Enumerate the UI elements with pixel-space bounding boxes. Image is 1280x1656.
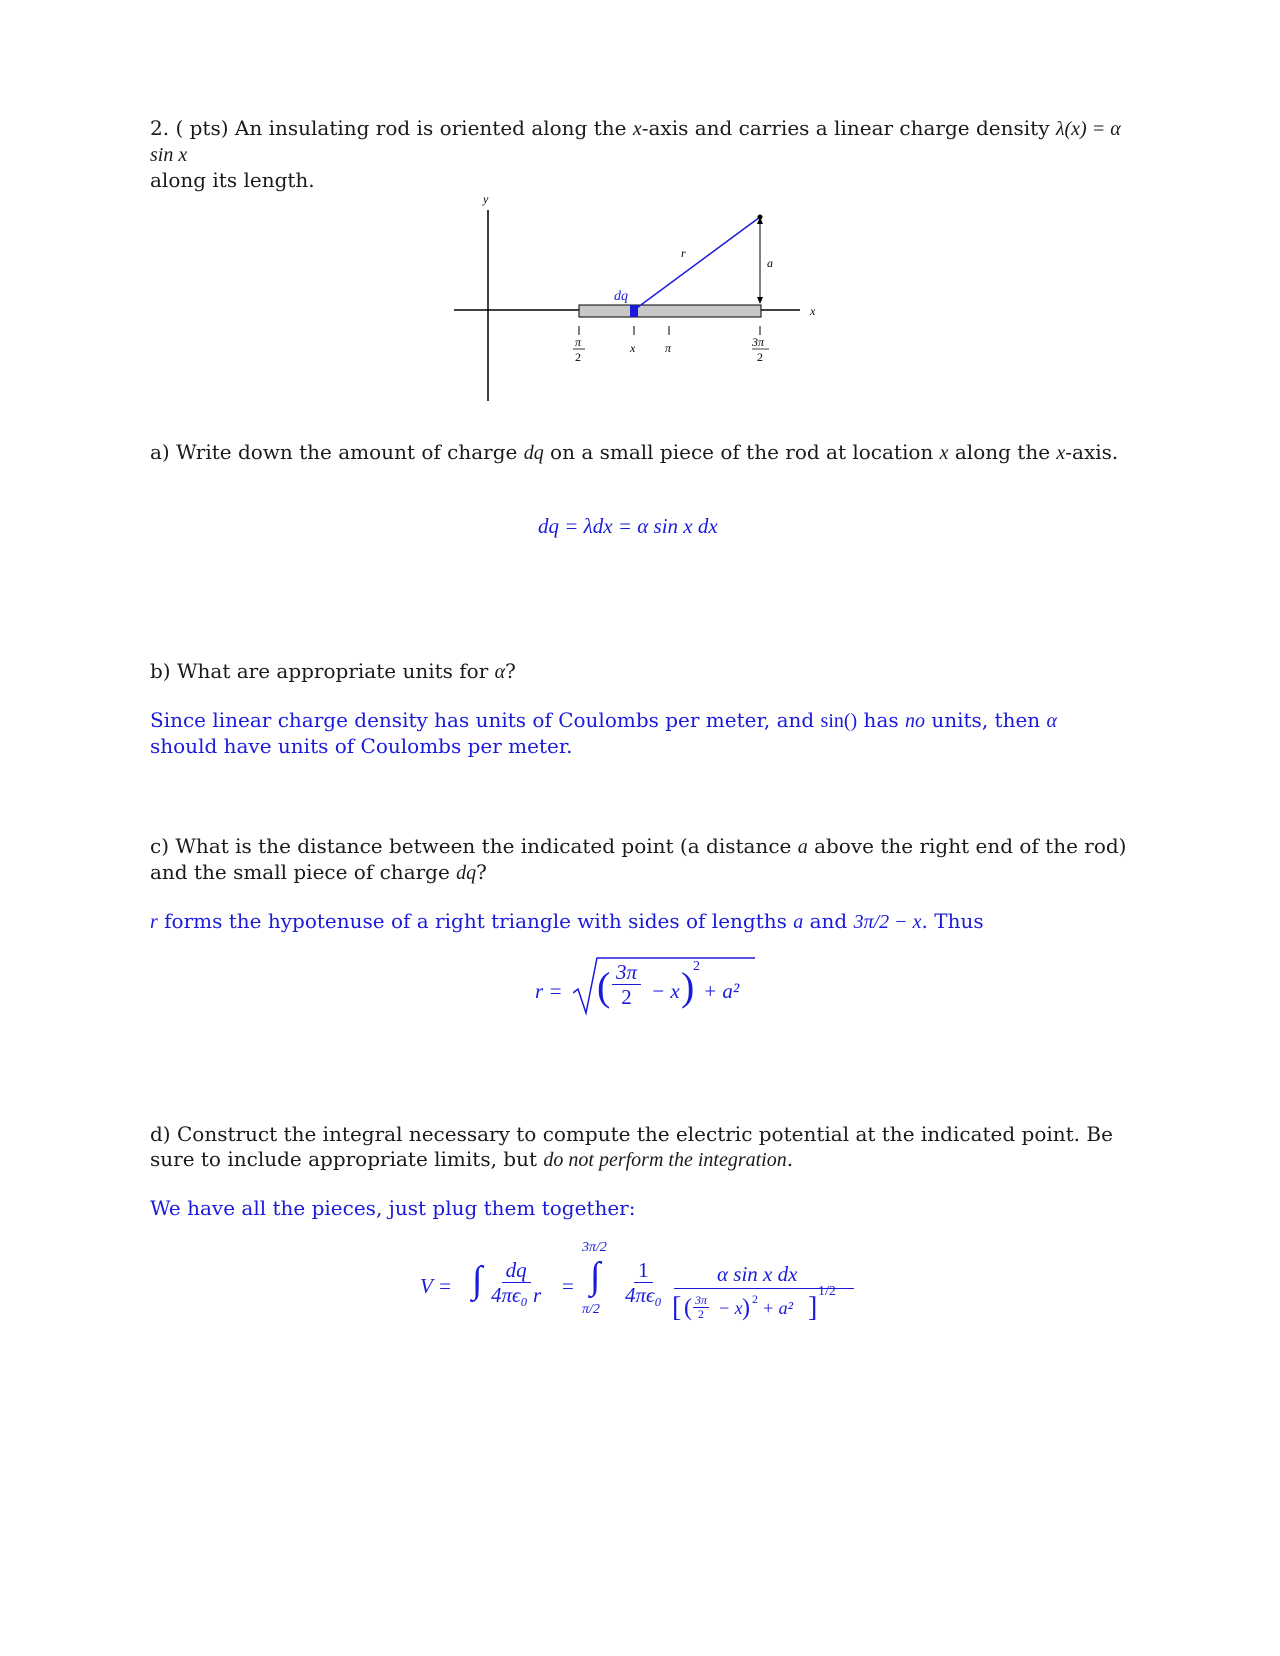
answer-text: units, then xyxy=(925,708,1047,732)
part-d-question xyxy=(150,1122,1130,1173)
answer-text: . Thus xyxy=(921,909,984,933)
answer-text: Since linear charge density has units of Coulombs per meter, and xyxy=(150,708,821,732)
part-label: a) xyxy=(150,440,170,464)
eq-lhs: r = xyxy=(535,979,563,1003)
left-paren: ( xyxy=(597,964,611,1009)
emphasis-text: do not perform the integration xyxy=(543,1149,787,1171)
math-a: a xyxy=(793,911,804,933)
fraction-denominator: 4πϵ₀ xyxy=(625,1283,662,1307)
part-b-question xyxy=(150,659,1130,685)
answer-text: should have units of Coulombs per meter. xyxy=(150,734,573,758)
equals-sign: = xyxy=(562,1274,574,1298)
potential-integral-equation xyxy=(420,1240,860,1330)
tick-label-3pi-over-2-num: 3π xyxy=(752,335,765,349)
plus-a-squared: + a² xyxy=(762,1298,794,1318)
right-paren: ) xyxy=(742,1295,750,1321)
problem-number: 2. xyxy=(150,116,170,140)
r-label: r xyxy=(681,246,686,260)
math-r: r xyxy=(150,911,158,933)
tick-label-x: x xyxy=(630,341,636,355)
math-x: x xyxy=(1056,442,1066,464)
tick-label-pi: π xyxy=(665,341,672,355)
fraction-numerator: 3π xyxy=(695,1293,708,1307)
question-text: on a small piece of the rod at location xyxy=(543,440,940,464)
tick-label-pi-over-2-den: 2 xyxy=(575,350,581,364)
problem-text: -axis and carries a linear charge density xyxy=(641,116,1056,140)
question-text: ? xyxy=(505,659,516,683)
distance-equation xyxy=(535,955,755,1025)
dq-label: dq xyxy=(614,289,628,304)
math-x: x xyxy=(632,118,642,140)
question-text: along the xyxy=(948,440,1057,464)
question-text: ? xyxy=(476,860,487,884)
question-text: Construct the integral necessary to compute the electric potential at the indicated point. Be sure to include appropriate limits, but xyxy=(150,1122,1113,1171)
question-text: above the right end of the rod) and the small piece of charge xyxy=(150,834,1127,884)
answer-text: and xyxy=(803,909,854,933)
part-label: c) xyxy=(150,834,170,858)
part-a-answer-equation xyxy=(538,514,718,539)
fraction-denominator: 4πϵ₀ r xyxy=(491,1283,542,1307)
part-label: b) xyxy=(150,659,171,683)
question-text: What is the distance between the indicated point (a distance xyxy=(175,834,798,858)
eq-V: V = xyxy=(420,1274,452,1298)
r-line xyxy=(634,217,760,310)
left-paren: ( xyxy=(684,1295,692,1321)
part-b-answer xyxy=(150,708,1130,759)
right-bracket: ] xyxy=(808,1292,818,1323)
emphasis-no: no xyxy=(905,710,925,732)
lower-limit: π/2 xyxy=(582,1302,600,1317)
math-sin: sin() xyxy=(820,710,858,732)
exponent-2: 2 xyxy=(752,1292,758,1306)
minus-x: − x xyxy=(718,1298,743,1318)
minus-x: − x xyxy=(651,979,680,1003)
a-label: a xyxy=(767,256,773,270)
tick-label-pi-over-2-num: π xyxy=(575,335,582,349)
math-density: λ(x) = α sin x xyxy=(150,118,1121,166)
question-text: -axis. xyxy=(1065,440,1119,464)
charge-element xyxy=(630,305,638,317)
exponent-2: 2 xyxy=(693,959,700,974)
fraction-3pi-over-2 xyxy=(612,961,641,1008)
exponent-one-half: 1/2 xyxy=(818,1284,836,1299)
dq-equation: dq = λdx = α sin x dx xyxy=(538,514,718,538)
part-d-answer xyxy=(150,1196,1130,1221)
part-c-answer xyxy=(150,909,1130,935)
fraction-dq-over-4pi-eps-r xyxy=(487,1259,545,1306)
answer-text: forms the hypotenuse of a right triangle with sides of lengths xyxy=(157,909,794,933)
problem-points: ( pts) xyxy=(175,116,229,140)
fraction-numerator: 1 xyxy=(634,1259,653,1283)
definite-integral-sign: ∫ xyxy=(590,1255,601,1297)
answer-text: We have all the pieces, just plug them together: xyxy=(150,1196,636,1220)
question-text: Write down the amount of charge xyxy=(176,440,524,464)
tick-label-3pi-over-2-den: 2 xyxy=(757,350,763,364)
part-c-question xyxy=(150,834,1130,886)
left-bracket: [ xyxy=(672,1292,682,1323)
plus-a-squared: + a² xyxy=(703,979,740,1003)
math-dq: dq xyxy=(456,862,477,884)
math-expression: 3π/2 − x xyxy=(853,911,922,933)
fraction-denominator: 2 xyxy=(698,1307,704,1321)
math-dq: dq xyxy=(523,442,544,464)
fraction-denominator: 2 xyxy=(621,985,632,1009)
part-a-question xyxy=(150,440,1130,466)
rod-diagram xyxy=(0,0,1280,420)
fraction-numerator: 3π xyxy=(612,961,641,985)
question-text: . xyxy=(786,1147,794,1171)
fraction-1-over-4pi-eps xyxy=(621,1259,666,1306)
upper-limit: 3π/2 xyxy=(582,1240,607,1255)
fraction-numerator: dq xyxy=(502,1259,531,1283)
fraction-3pi-over-2 xyxy=(693,1294,709,1321)
question-text: What are appropriate units for xyxy=(176,659,495,683)
x-axis-label: x xyxy=(810,304,816,318)
rod xyxy=(579,305,761,317)
answer-text: has xyxy=(857,708,905,732)
indicated-point xyxy=(758,215,763,220)
fraction-numerator: α sin x dx xyxy=(717,1262,798,1286)
math-alpha: α xyxy=(1046,710,1058,732)
math-a: a xyxy=(797,836,808,858)
right-paren: ) xyxy=(681,964,695,1009)
math-x: x xyxy=(939,442,949,464)
part-label: d) xyxy=(150,1122,171,1146)
math-alpha: α xyxy=(494,661,506,683)
problem-text: An insulating rod is oriented along the xyxy=(234,116,633,140)
integral-sign: ∫ xyxy=(472,1259,483,1301)
a-arrow-bottom xyxy=(757,297,763,304)
y-axis-label: y xyxy=(483,192,489,206)
problem-text: along its length. xyxy=(150,168,315,192)
